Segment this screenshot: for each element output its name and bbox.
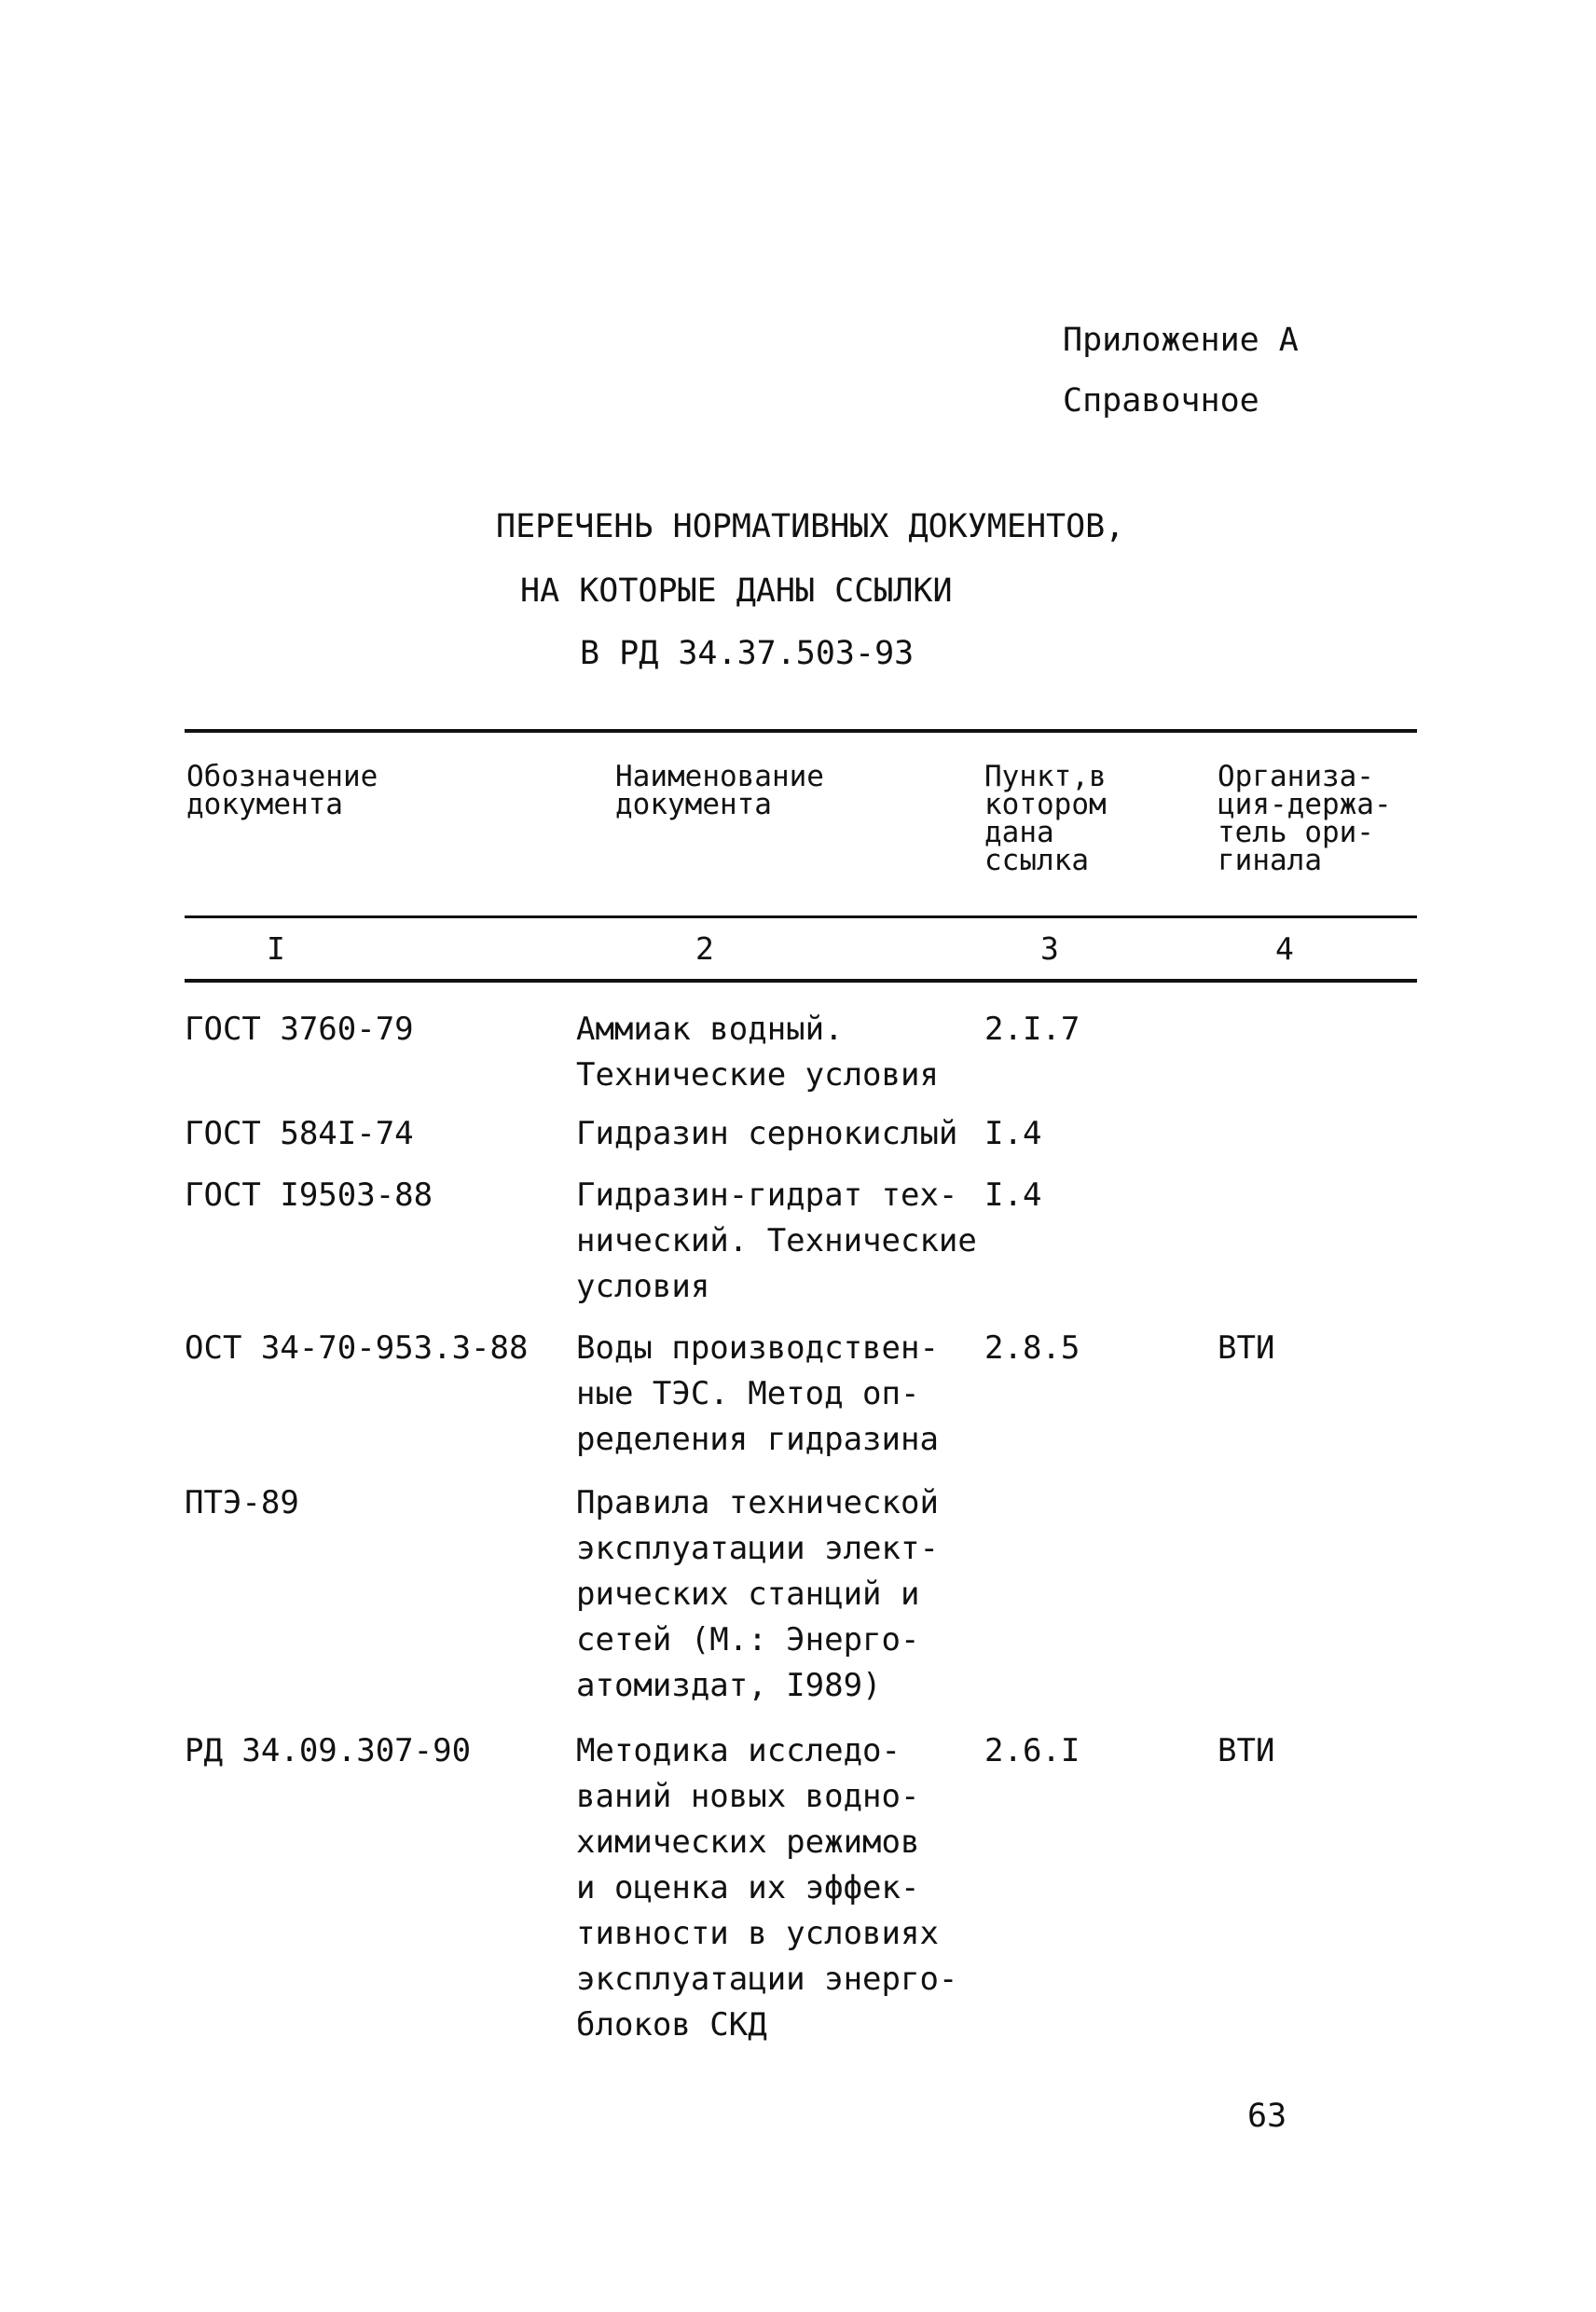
title-line-2: НА КОТОРЫЕ ДАНЫ ССЫЛКИ (520, 572, 953, 610)
row-6-name: Методика исследо- ваний новых водно- химических режимов и оценка их эффек- тивности в условиях эксплуатации энерго- блоков СКД (576, 1732, 958, 2044)
row-4-clause: 2.8.5 (984, 1329, 1080, 1367)
header-designation: Обозначение документа (186, 760, 378, 821)
title-line-1: ПЕРЕЧЕНЬ НОРМАТИВНЫХ ДОКУМЕНТОВ, (496, 508, 1125, 545)
column-number-4: 4 (1275, 930, 1294, 967)
row-5-name: Правила технической эксплуатации элект- рических станций и сетей (М.: Энерго- атомиздат, I989) (576, 1484, 939, 1704)
row-6-designation: РД 34.09.307-90 (185, 1732, 472, 1769)
row-3-name: Гидразин-гидрат тех- нический. Технические условия (576, 1177, 977, 1305)
header-clause: Пункт,в котором дана ссылка (984, 760, 1107, 877)
column-number-1: I (267, 930, 285, 967)
row-6-holder: ВТИ (1218, 1732, 1275, 1769)
numbers-bottom-rule (185, 979, 1417, 983)
appendix-label: Приложение А (1063, 322, 1299, 359)
row-3-designation: ГОСТ I9503-88 (185, 1177, 433, 1214)
row-6-clause: 2.6.I (984, 1732, 1080, 1769)
column-number-3: 3 (1040, 930, 1059, 967)
column-number-2: 2 (695, 930, 714, 967)
row-1-name: Аммиак водный. Технические условия (576, 1011, 939, 1094)
row-4-designation: ОСТ 34-70-953.3-88 (185, 1329, 529, 1367)
row-1-designation: ГОСТ 3760-79 (185, 1011, 414, 1048)
row-2-name: Гидразин сернокислый (576, 1115, 958, 1152)
header-name: Наименование документа (615, 760, 824, 821)
title-line-3: В РД 34.37.503-93 (580, 635, 915, 672)
row-1-clause: 2.I.7 (984, 1011, 1080, 1048)
row-2-designation: ГОСТ 584I-74 (185, 1115, 414, 1152)
row-2-clause: I.4 (984, 1115, 1042, 1152)
row-4-name: Воды производствен- ные ТЭС. Метод оп- ределения гидразина (576, 1329, 939, 1458)
page-number: 63 (1247, 2098, 1287, 2135)
header-bottom-rule (185, 915, 1417, 918)
table-top-rule (185, 729, 1417, 733)
row-5-designation: ПТЭ-89 (185, 1484, 299, 1521)
appendix-kind: Справочное (1063, 382, 1259, 420)
row-3-clause: I.4 (984, 1177, 1042, 1214)
header-holder: Организа- ция-держа- тель ори- гинала (1218, 760, 1392, 877)
row-4-holder: ВТИ (1218, 1329, 1275, 1367)
